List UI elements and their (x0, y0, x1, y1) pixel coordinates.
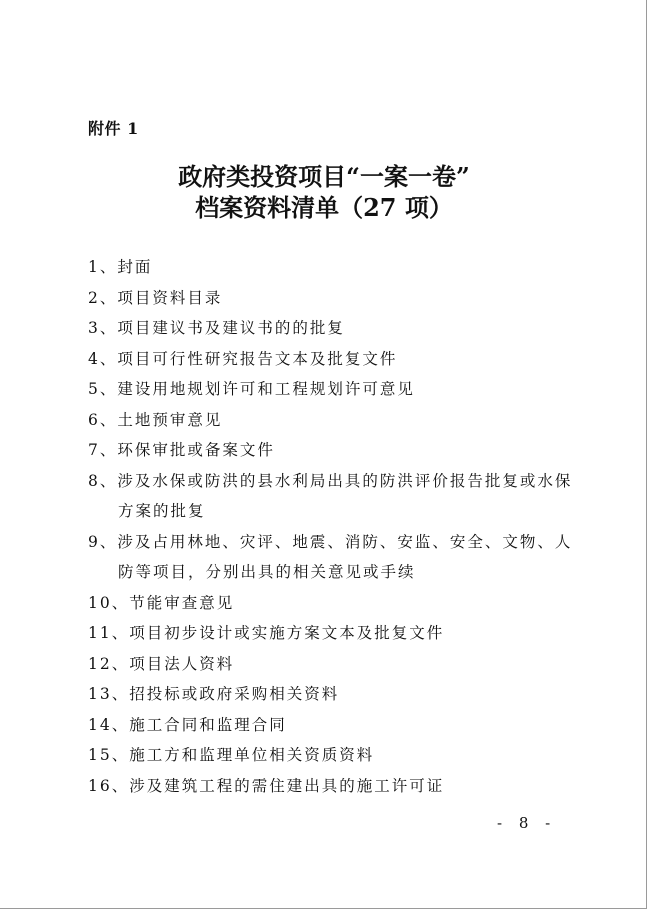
list-item-text: 15、施工方和监理单位相关资质资料 (88, 746, 375, 764)
list-item-text: 9、涉及占用林地、灾评、地震、消防、安监、安全、文物、人 (88, 532, 573, 551)
list-item-text: 4、项目可行性研究报告文本及批复文件 (88, 349, 398, 368)
list-item-text: 6、土地预审意见 (88, 410, 223, 429)
list-item-text: 3、项目建议书及建议书的的批复 (88, 319, 345, 337)
archive-item-list (88, 252, 588, 801)
list-item (88, 374, 588, 405)
list-item-text: 8、涉及水保或防洪的县水利局出具的防洪评价报告批复或水保 (88, 471, 573, 490)
list-item-continuation: 方案的批复 (118, 502, 206, 520)
list-item (88, 466, 588, 527)
list-item (88, 710, 588, 741)
list-item-text: 7、环保审批或备案文件 (88, 441, 275, 459)
document-title-line2: 档案资料清单（27 项） (195, 193, 453, 222)
list-item-text: 2、项目资料目录 (88, 288, 223, 307)
list-item (88, 344, 588, 375)
document-title-line1: 政府类投资项目“一案一卷” (178, 162, 470, 191)
list-item (88, 771, 588, 802)
list-item (88, 313, 588, 344)
list-item (88, 252, 588, 283)
list-item-text: 12、项目法人资料 (88, 654, 235, 673)
page-number: - 8 - (497, 814, 557, 832)
list-item-text: 16、涉及建筑工程的需住建出具的施工许可证 (88, 776, 445, 795)
list-item-text: 14、施工合同和监理合同 (88, 715, 287, 734)
list-item-text: 10、节能审查意见 (88, 593, 235, 612)
list-item-continuation: 防等项目，分别出具的相关意见或手续 (118, 563, 416, 581)
list-item (88, 649, 588, 680)
list-item (88, 527, 588, 588)
list-item (88, 588, 588, 619)
list-item (88, 405, 588, 436)
list-item-text: 5、建设用地规划许可和工程规划许可意见 (88, 380, 415, 398)
list-item (88, 679, 588, 710)
list-item (88, 435, 588, 466)
list-item-text: 13、招投标或政府采购相关资料 (88, 685, 340, 703)
list-item (88, 283, 588, 314)
list-item (88, 618, 588, 649)
attachment-label: 附件 1 (88, 119, 139, 138)
list-item (88, 740, 588, 771)
list-item-text: 11、项目初步设计或实施方案文本及批复文件 (88, 624, 445, 642)
list-item-text: 1、封面 (88, 258, 153, 276)
